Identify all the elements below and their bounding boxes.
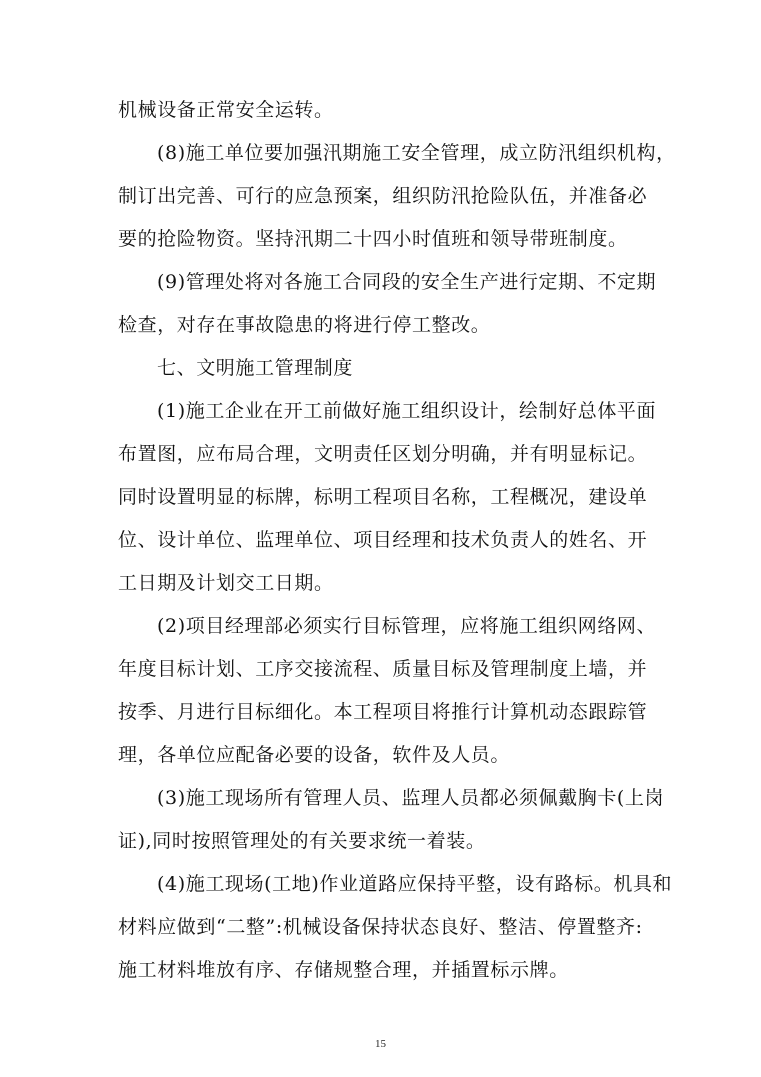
page-number: 15 [375,1038,386,1050]
text-line: 材料应做到“二整”:机械设备保持状态良好、整洁、停置整齐: [118,916,643,938]
text-line: 年度目标计划、工序交接流程、质量目标及管理制度上墙，并 [118,658,648,680]
text-line: 位、设计单位、监理单位、项目经理和技术负责人的姓名、开 [118,529,648,551]
text-line: 按季、月进行目标细化。本工程项目将推行计算机动态跟踪管 [118,701,648,723]
text-line: 同时设置明显的标牌，标明工程项目名称，工程概况，建设单 [118,486,648,508]
paragraph-2-line: (2)项目经理部必须实行目标管理，应将施工组织网络网、 [157,615,657,637]
text-line: 机械设备正常安全运转。 [118,99,334,121]
paragraph-3-line: (3)施工现场所有管理人员、监理人员都必须佩戴胸卡(上岗 [157,787,665,809]
text-line: 工日期及计划交工日期。 [118,572,334,594]
paragraph-4-line: (4)施工现场(工地)作业道路应保持平整，设有路标。机具和 [157,873,673,895]
text-line: 要的抢险物资。坚持汛期二十四小时值班和领导带班制度。 [118,228,628,250]
text-line: 布置图，应布局合理，文明责任区划分明确，并有明显标记。 [118,443,648,465]
text-line: 证),同时按照管理处的有关要求统一着装。 [118,830,486,852]
text-line: 施工材料堆放有序、存储规整合理，并插置标示牌。 [118,959,569,981]
text-line: 检查，对存在事故隐患的将进行停工整改。 [118,314,491,336]
paragraph-8-line: (8)施工单位要加强汛期施工安全管理，成立防汛组织机构， [157,142,676,164]
paragraph-9-line: (9)管理处将对各施工合同段的安全生产进行定期、不定期 [157,271,657,293]
section-heading: 七、文明施工管理制度 [157,357,354,379]
text-line: 理，各单位应配备必要的设备，软件及人员。 [118,744,511,766]
text-line: 制订出完善、可行的应急预案，组织防汛抢险队伍，并准备必 [118,185,648,207]
paragraph-1-line: (1)施工企业在开工前做好施工组织设计，绘制好总体平面 [157,400,657,422]
